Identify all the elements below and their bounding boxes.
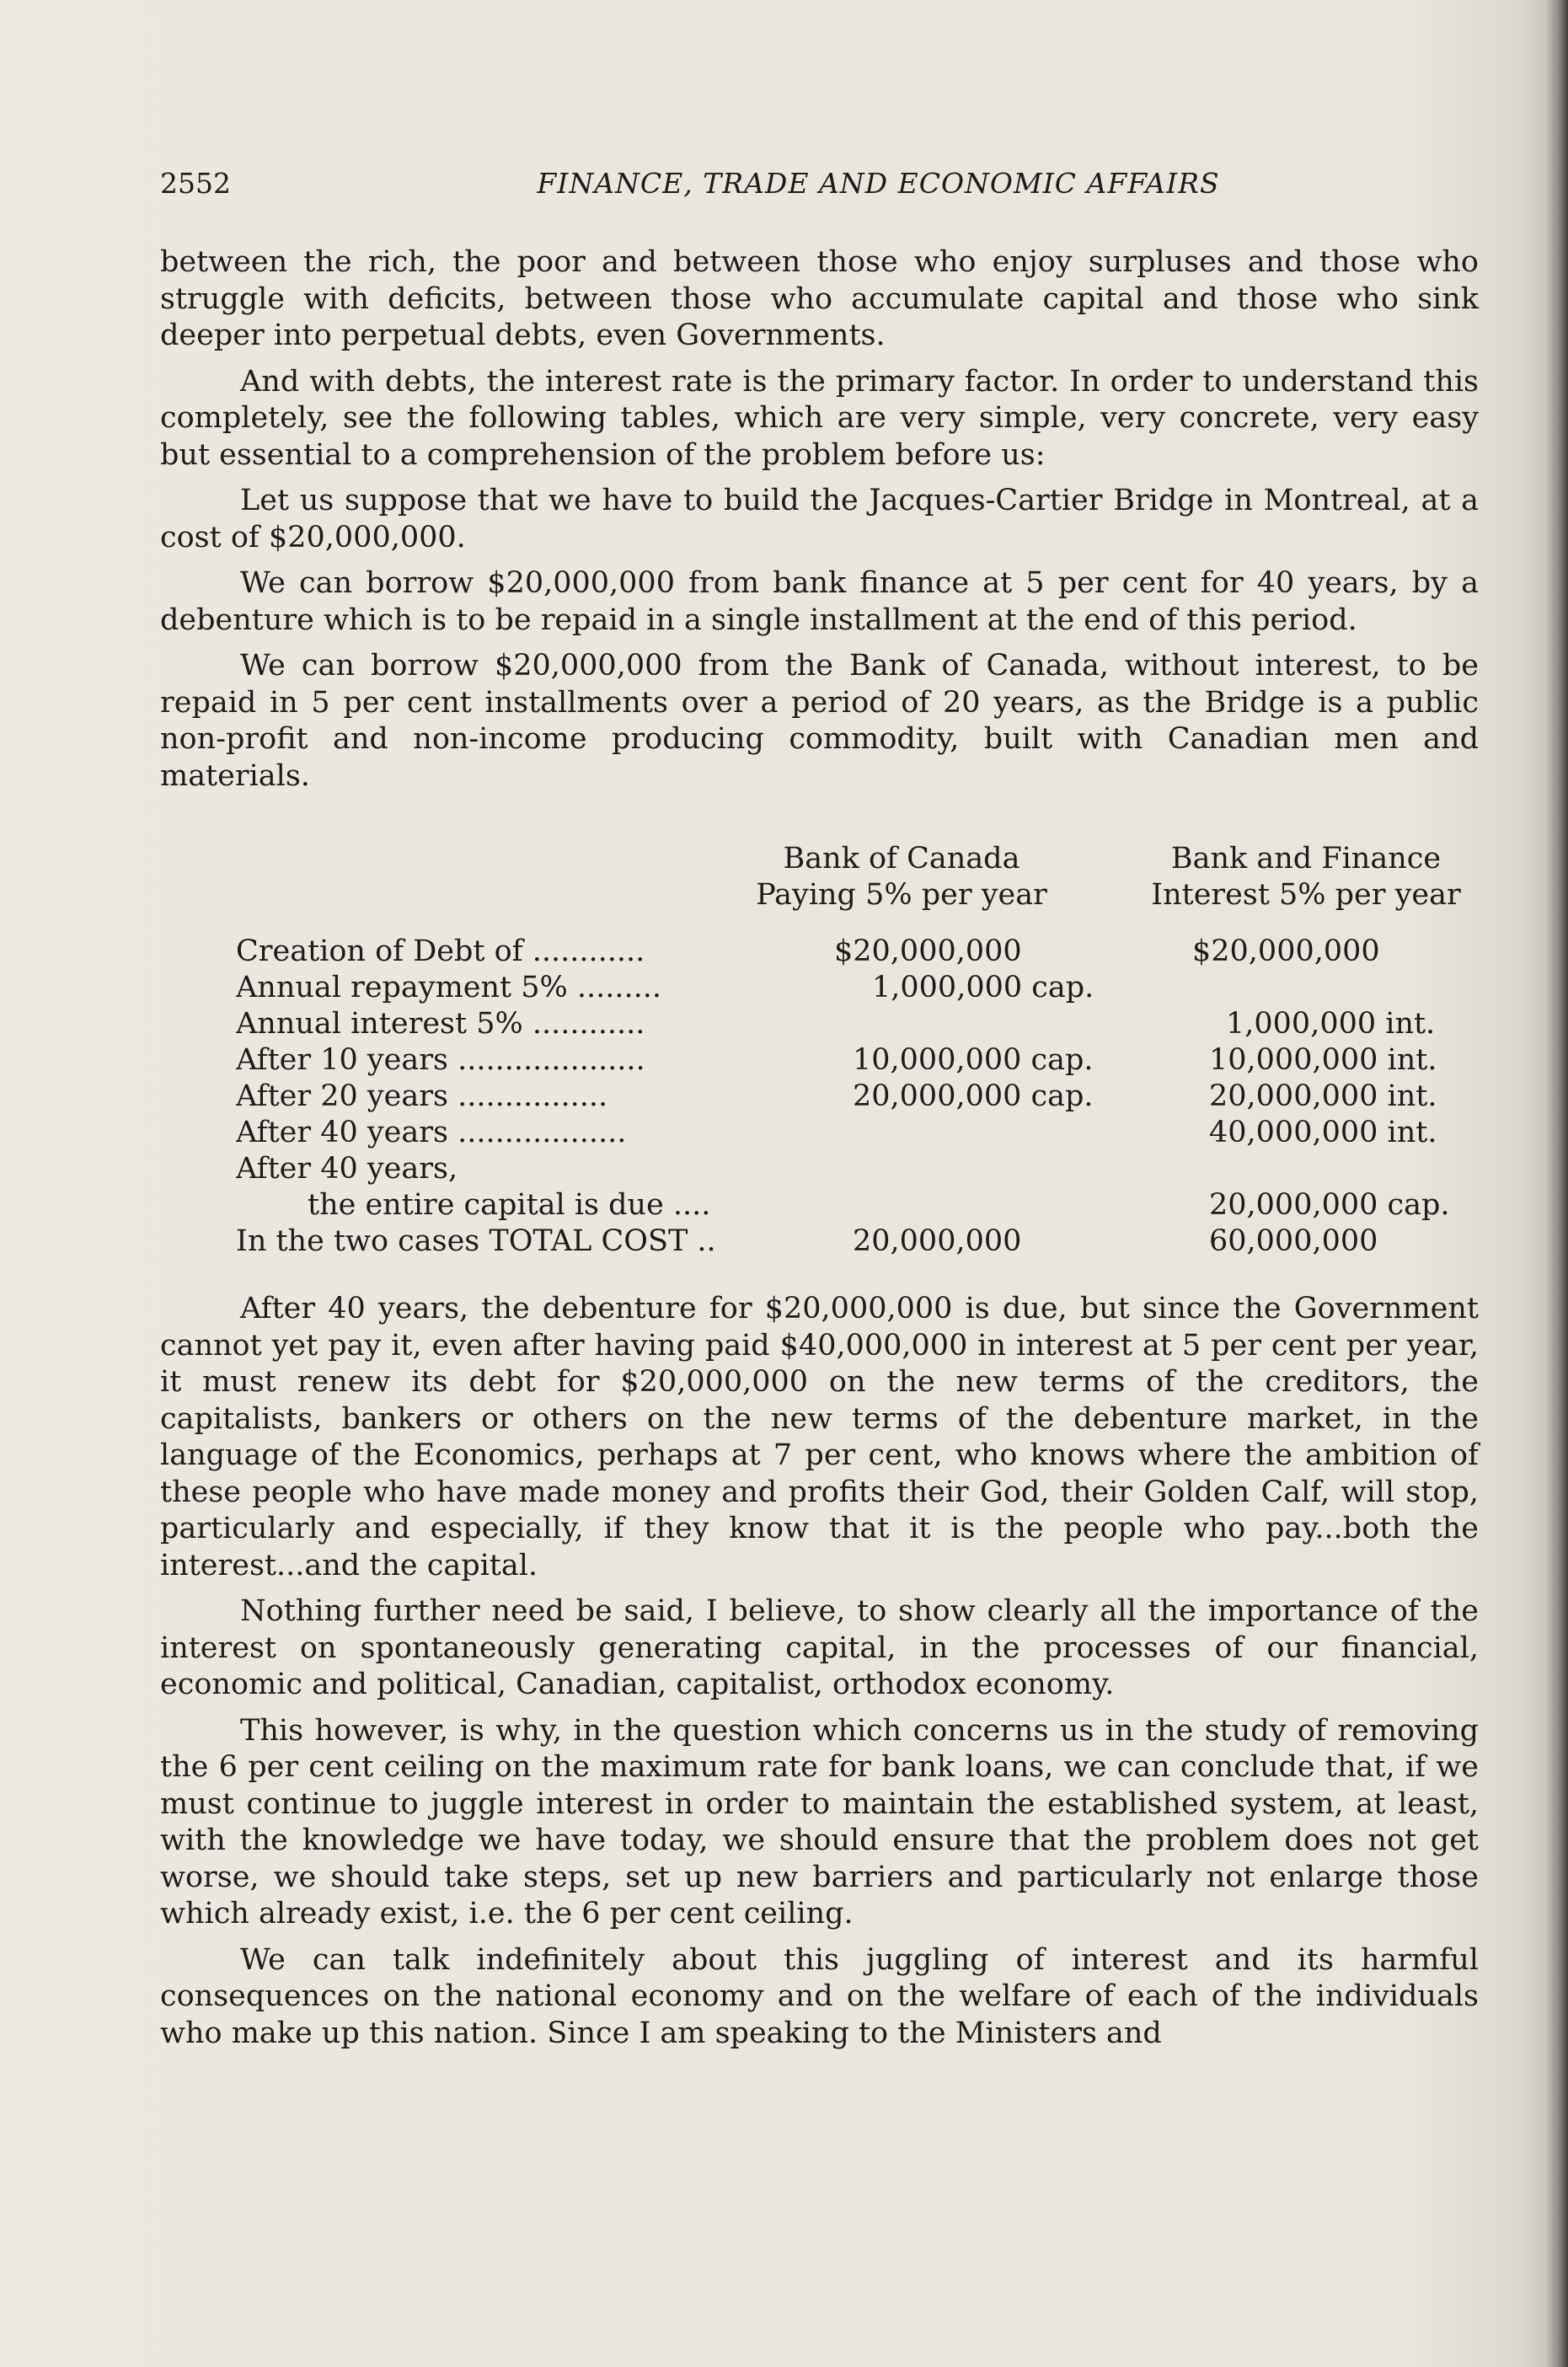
bank-of-canada-value: 20,000,000 xyxy=(853,1224,1022,1258)
row-label: After 20 years ................ xyxy=(236,1079,608,1113)
bank-of-canada-value: 10,000,000 cap. xyxy=(853,1043,1094,1077)
bank-finance-value: 40,000,000 int. xyxy=(1209,1116,1437,1149)
table-row xyxy=(160,1042,1479,1079)
table-row xyxy=(160,1079,1479,1115)
body-text-top xyxy=(160,244,1479,804)
column-header-line: Bank and Finance xyxy=(1170,842,1442,876)
row-label: After 40 years .................. xyxy=(236,1116,627,1149)
table-row xyxy=(160,1224,1479,1260)
paragraph: between the rich, the poor and between those who enjoy surpluses and those who struggle with deficits, between those who accumulate capital and those who sink deeper into perpetual debts, even Governments. xyxy=(160,245,1479,352)
row-label: the entire capital is due .... xyxy=(308,1188,711,1222)
paragraph: This however, is why, in the question which concerns us in the study of removing the 6 per cent ceiling on the maximum rate for bank loans, we can conclude that, if we must continue to juggle interest in order to maintain the established system, at least, with the knowledge we have today, we should ensure that the problem does not get worse, we should take steps, set up new barriers and particularly not enlarge those which already exist, i.e. the 6 per cent ceiling. xyxy=(160,1713,1479,1931)
paragraph: And with debts, the interest rate is the primary factor. In order to understand this completely, see the following tables, which are very simple, very concrete, very easy but essential to a comprehension of the problem before us: xyxy=(160,364,1479,472)
bank-finance-value: 1,000,000 int. xyxy=(1226,1007,1436,1041)
bank-of-canada-value: 20,000,000 cap. xyxy=(853,1079,1094,1113)
column-header-line: Bank of Canada xyxy=(783,842,1020,876)
cost-comparison-table xyxy=(160,841,1479,1279)
table-row xyxy=(160,1006,1479,1042)
paragraph: Let us suppose that we have to build the Jacques-Cartier Bridge in Montreal, at a cost of $20,000,000. xyxy=(160,484,1479,554)
paragraph: We can talk indefinitely about this juggling of interest and its harmful consequences on the national economy and on the welfare of each of the individuals who make up this nation. Since I am speaking to the Ministers and xyxy=(160,1942,1479,2050)
bank-finance-value: $20,000,000 xyxy=(1192,934,1380,968)
body-text-bottom xyxy=(160,1291,1479,2061)
bank-finance-value: 10,000,000 int. xyxy=(1209,1043,1437,1077)
bank-finance-value: 20,000,000 int. xyxy=(1209,1079,1437,1113)
column-header-bank-and-finance xyxy=(1129,841,1483,913)
row-label: Annual repayment 5% ......... xyxy=(236,971,661,1004)
column-header-line: Interest 5% per year xyxy=(1151,878,1461,912)
paragraph: We can borrow $20,000,000 from the Bank of Canada, without interest, to be repaid in 5 per cent installments over a period of 20 years, as the Bridge is a public non-profit and non-income producing commodity, built with Canadian men and materials. xyxy=(160,649,1479,793)
column-header-bank-of-canada xyxy=(725,841,1078,913)
row-label: After 10 years .................... xyxy=(236,1043,645,1077)
row-label: Annual interest 5% ............ xyxy=(236,1007,645,1041)
paragraph: We can borrow $20,000,000 from bank finance at 5 per cent for 40 years, by a debenture which is to be repaid in a single installment at the end of this period. xyxy=(160,566,1479,637)
page-number: 2552 xyxy=(160,167,231,200)
paragraph: Nothing further need be said, I believe, to show clearly all the importance of the interest on spontaneously generating capital, in the processes of our financial, economic and political, Canadian, capitalist, orthodox economy. xyxy=(160,1594,1479,1701)
running-head xyxy=(160,167,1479,209)
running-title: FINANCE, TRADE AND ECONOMIC AFFAIRS xyxy=(537,167,1220,200)
row-label: Creation of Debt of ............ xyxy=(236,934,645,968)
bank-of-canada-value: 1,000,000 cap. xyxy=(872,971,1094,1004)
bank-finance-value: 20,000,000 cap. xyxy=(1209,1188,1450,1222)
table-row xyxy=(160,1115,1479,1151)
column-header-line: Paying 5% per year xyxy=(756,878,1047,912)
page-edge-shadow xyxy=(1544,0,1568,2367)
row-label: In the two cases TOTAL COST .. xyxy=(236,1224,716,1258)
row-label: After 40 years, xyxy=(236,1152,458,1186)
paragraph: After 40 years, the debenture for $20,000,000 is due, but since the Government cannot yet pay it, even after having paid $40,000,000 in interest at 5 per cent per year, it must renew its debt for $20,000,000 on the new terms of the creditors, the capitalists, bankers or others on the new terms of the debenture market, in the language of the Economics, perhaps at 7 per cent, who knows where the ambition of these people who have made money and profits their God, their Golden Calf, will stop, particularly and especially, if they know that it is the people who pay...both the interest...and the capital. xyxy=(160,1292,1479,1582)
bank-finance-value: 60,000,000 xyxy=(1209,1224,1378,1258)
table-row xyxy=(160,1151,1479,1187)
table-row xyxy=(160,1187,1479,1224)
table-row xyxy=(160,934,1479,970)
table-row xyxy=(160,970,1479,1006)
bank-of-canada-value: $20,000,000 xyxy=(834,934,1022,968)
